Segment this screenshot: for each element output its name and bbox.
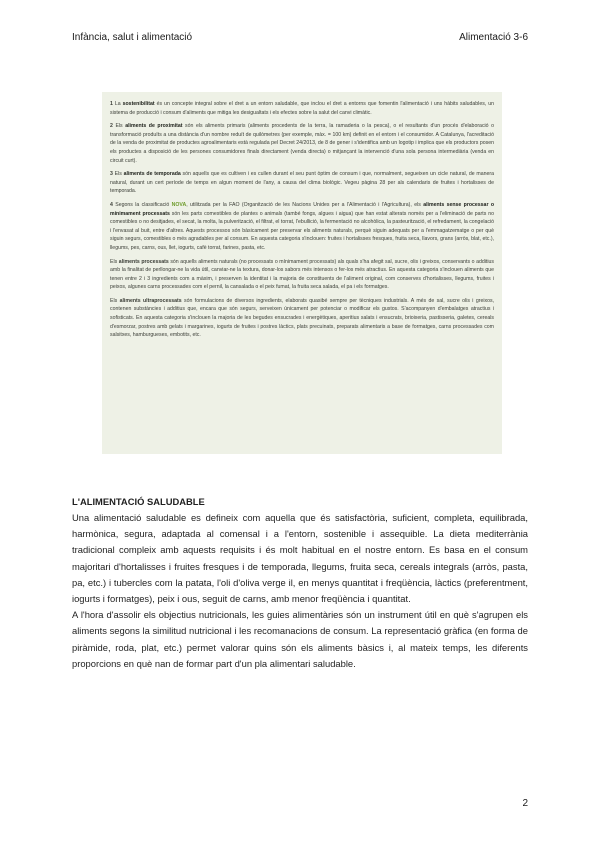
- main-content: [72, 494, 528, 672]
- footnote-number: 3: [110, 171, 115, 178]
- footnote-3: [110, 170, 494, 196]
- note-text: , utilitzada per la FAO (Organització de les Nacions Unides per a l'Alimentació i l'Agricultura), els: [186, 201, 424, 208]
- emphasis-text: aliments sense processar o mínimament processats: [110, 201, 494, 217]
- emphasis-text: aliments ultraprocessats: [119, 297, 182, 304]
- emphasis-text: sostenibilitat: [122, 101, 155, 107]
- footnotes-box: [102, 92, 502, 454]
- header-title-left: Infància, salut i alimentació: [72, 32, 193, 43]
- note-text: La: [114, 101, 123, 107]
- section-title: L'ALIMENTACIÓ SALUDABLE: [72, 496, 205, 507]
- emphasis-text: aliments de temporada: [123, 171, 181, 178]
- emphasis-text: aliments processats: [118, 258, 169, 265]
- note-text: són formulacions de diversos ingredients, elaborats quasibé sempre per tècniques industrials. A més de sal, sucre olis i greixos, contenen substàncies i additius que, encara que són segurs, serveixen únicament per potenciar o modificar els gustos. S'acompanyen d'embalatges atractius i sofisticats. En aquesta categoria s'inclouen la majoria de les begudes ensucrades i energètiques, aperitius salats i ensucrats, brioixeria, pastisseria, galetes, cereals d'esmorzar, postres amb gelats i margarines, iogurts de fruites i postres làctics, plats precuinats, preparats alimentaris a base de formatges, carns processades com salsitxes, hamburgueses, embotits, etc.: [110, 297, 494, 339]
- footnotes-list: [110, 100, 494, 340]
- note-text: Els: [114, 171, 124, 178]
- footnote-number: 2: [110, 123, 116, 130]
- footnote-number: 4: [110, 201, 116, 208]
- note-text: són aquells aliments naturals (no processats o mínimament processats) als quals s'ha afegit sal, sucre, olis i greixos, conservants o additius amb la finalitat de perllongar-ne la vida útil, canviar-ne la textura, donar-los sabors més intensos o fer-los més atractius. En aquesta categoria s'inclouen aliments que tenen entre 2 i 3 ingredients com a màxim, i preserven la identitat i la majoria de constituents de l'aliment original, com conserves d'hortalisses, llegums, fruites i peixos, algunes carns processades com el pernil, la cansalada o el peix fumat, la fruita seca salada, el pa i els formatges.: [110, 258, 494, 291]
- paragraph-1: Una alimentació saludable es defineix com aquella que és satisfactòria, suficient, completa, equilibrada, harmònica, segura, adaptada al comensal i a l'entorn, sostenible i assequible. La dieta mediterrània tradicional compleix amb aquests requisits i és molt habitual en el nostre entorn. Es basa en el consum majoritari d'hortalisses i fruites fresques i de temporada, llegums, fruita seca, cereals integrals (arròs, pasta, pa, etc.) i tubercles com la patata, l'oli d'oliva verge il, en menys quantitat i freqüència, làctics (preferentment, iogurts i formatges), peix i ous, seguit de carns, amb menor freqüència i quantitat.: [72, 512, 528, 605]
- page-header: [72, 32, 528, 46]
- footnote-subparagraph: [110, 258, 494, 292]
- emphasis-text: NOVA: [171, 201, 187, 208]
- footnote-number: 1: [110, 101, 115, 107]
- page-number: 2: [522, 798, 528, 809]
- note-text: són els aliments primaris (aliments procedents de la terra, la ramaderia o la pesca), o el resultants d'un procés d'elaboració o transformació produïts a una distància d'un nombre reduït de quilòmetres (per exemple, màx. = 100 km) definit en el entorn i el consumidor. A Catalunya, l'acreditació de la venda de proximitat de productes agroalimentaris està regulada pel Decret 24/2013, de 8 de gener i s'identifica amb un logotip i implica que els productors posen els productes a disposició de les persones consumidores finals directament (venda directa) o mitjançant la intervenció d'una sola persona intermediària (venda en circuit curt).: [110, 123, 495, 164]
- note-text: Els: [115, 123, 126, 130]
- footnote-1: [110, 100, 494, 117]
- emphasis-text: aliments de proximitat: [125, 123, 183, 130]
- footnote-subparagraph: [110, 297, 494, 340]
- note-text: són aquells que es cultiven i es cullen durant el seu punt òptim de consum i que, normalment, segueixen un cicle natural, de manera natural, durant un cert període de temps en algun moment de l'any, a causa del clima biològic. Vegeu pàgina 28 per als calendaris de fruites i hortalisses de temporada.: [110, 171, 494, 195]
- footnote-4: [110, 201, 494, 253]
- note-text: Els: [110, 258, 119, 265]
- note-text: són les parts comestibles de plantes o animals (també fongs, algues i aigua) que han estat alterats només per a l'eliminació de parts no comestibles o no desitjades, el secat, la molta, la pulverització, el filtrat, el torrat, l'ebullició, la fermentació no alcohòlica, la pasteurització, el refredament, la congelació i l'envasat al buit, entre d'altres. Aquests processos són bàsicament per preservar els aliments naturals, perquè siguin adequats per a l'emmagatzematge o per què siguin segurs, comestibles o més agradables per al consum. En aquesta categoria s'inclouen: fruites i hortalisses fresques, fruita seca, llavors, grans (arròs, blat, etc.), llegums, pes, carns, ous, llet, iogurts, cafè torrat, farines, pasta, etc.: [110, 210, 495, 251]
- header-title-right: Alimentació 3-6: [459, 32, 528, 43]
- paragraph-2: A l'hora d'assolir els objectius nutricionals, les guies alimentàries són un instrument útil en què s'agrupen els aliments segons la similitud nutricional i les recomanacions de consum. La representació gràfica (en forma de piràmide, roda, plat, etc.) permet valorar quins són els aliments bàsics i, al mateix temps, les diferents proporcions en què nan de formar part d'un pla alimentari saludable.: [72, 609, 528, 669]
- note-text: Segons la classificació: [115, 201, 172, 208]
- note-text: és un concepte integral sobre el dret a un entorn saludable, que inclou el dret a entorns que fomentin l'alimentació i uns hàbits saludables, un sistema de producció i consum d'aliments que mitiga les desigualtats i els efectes sobre la salut del canvi climàtic.: [110, 101, 495, 116]
- note-text: Els: [110, 297, 120, 304]
- footnote-2: [110, 122, 494, 165]
